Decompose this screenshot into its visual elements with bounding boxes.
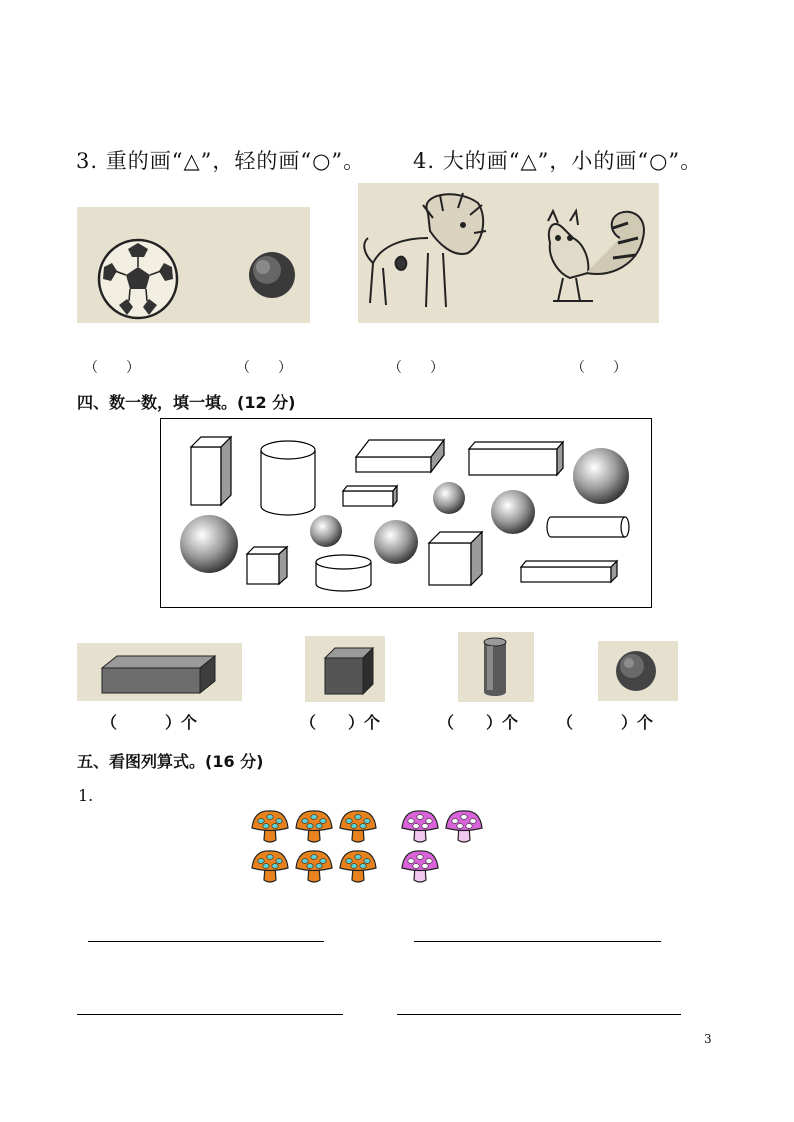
cuboid-photo: [77, 643, 242, 701]
lion-icon: [364, 193, 486, 307]
sphere-icon: [180, 515, 238, 573]
mushroom-picture: [250, 806, 500, 886]
cube-big-icon: [429, 532, 482, 585]
big-small-image: [358, 183, 659, 323]
cuboid-flat-icon: [356, 440, 444, 472]
section-5-title: 五、看图列算式。(16 分): [77, 752, 264, 771]
orange-mushroom-icon: [252, 851, 288, 882]
small-ball-icon: [249, 252, 295, 298]
orange-mushroom-icon: [252, 811, 288, 842]
pink-mushroom-icon: [402, 851, 438, 882]
count-blank-cube[interactable]: （ ）个: [300, 713, 381, 732]
cylinder-icon: [261, 441, 315, 515]
answer-line[interactable]: [77, 1014, 343, 1015]
pink-mushroom-icon: [402, 811, 438, 842]
page-number: 3: [704, 1032, 712, 1046]
count-blank-cuboid[interactable]: （ ）个: [101, 713, 198, 732]
orange-mushroom-icon: [340, 851, 376, 882]
count-blank-cylinder[interactable]: （ ）个: [438, 713, 519, 732]
sphere-photo: [598, 641, 678, 701]
cylinder-horizontal-icon: [547, 517, 629, 537]
cuboid-small-icon: [343, 486, 397, 506]
orange-mushroom-icon: [296, 851, 332, 882]
question-4-title: 4. 大的画“△”，小的画“○”。: [413, 149, 703, 173]
cuboid-bottom-icon: [521, 561, 617, 582]
cuboid-tall-icon: [191, 437, 231, 505]
heavy-light-image: [77, 207, 310, 323]
section-4-title: 四、数一数，填一填。(12 分): [77, 393, 296, 412]
answer-blank-squirrel[interactable]: （ ）: [571, 360, 627, 376]
sphere-icon: [310, 515, 342, 547]
cylinder-photo: [458, 632, 534, 702]
answer-blank-ball[interactable]: （ ）: [236, 360, 292, 376]
sphere-icon: [491, 490, 535, 534]
cylinder-short-icon: [316, 555, 371, 591]
answer-blank-soccer[interactable]: （ ）: [84, 360, 140, 376]
question-1-number: 1.: [78, 786, 94, 805]
pink-mushroom-icon: [446, 811, 482, 842]
sphere-icon: [573, 448, 629, 504]
cube-small-icon: [247, 547, 287, 584]
question-3-title: 3. 重的画“△”，轻的画“○”。: [76, 149, 366, 173]
orange-mushroom-icon: [340, 811, 376, 842]
cuboid-long-icon: [469, 442, 563, 475]
orange-mushroom-icon: [296, 811, 332, 842]
count-blank-sphere[interactable]: （ ）个: [557, 713, 654, 732]
answer-line[interactable]: [397, 1014, 681, 1015]
shapes-box: [160, 418, 652, 608]
answer-line[interactable]: [414, 941, 661, 942]
answer-blank-lion[interactable]: （ ）: [388, 360, 444, 376]
cube-photo: [305, 636, 385, 702]
sphere-icon: [374, 520, 418, 564]
squirrel-icon: [548, 211, 644, 301]
sphere-icon: [433, 482, 465, 514]
soccer-ball-icon: [99, 240, 177, 318]
answer-line[interactable]: [88, 941, 324, 942]
